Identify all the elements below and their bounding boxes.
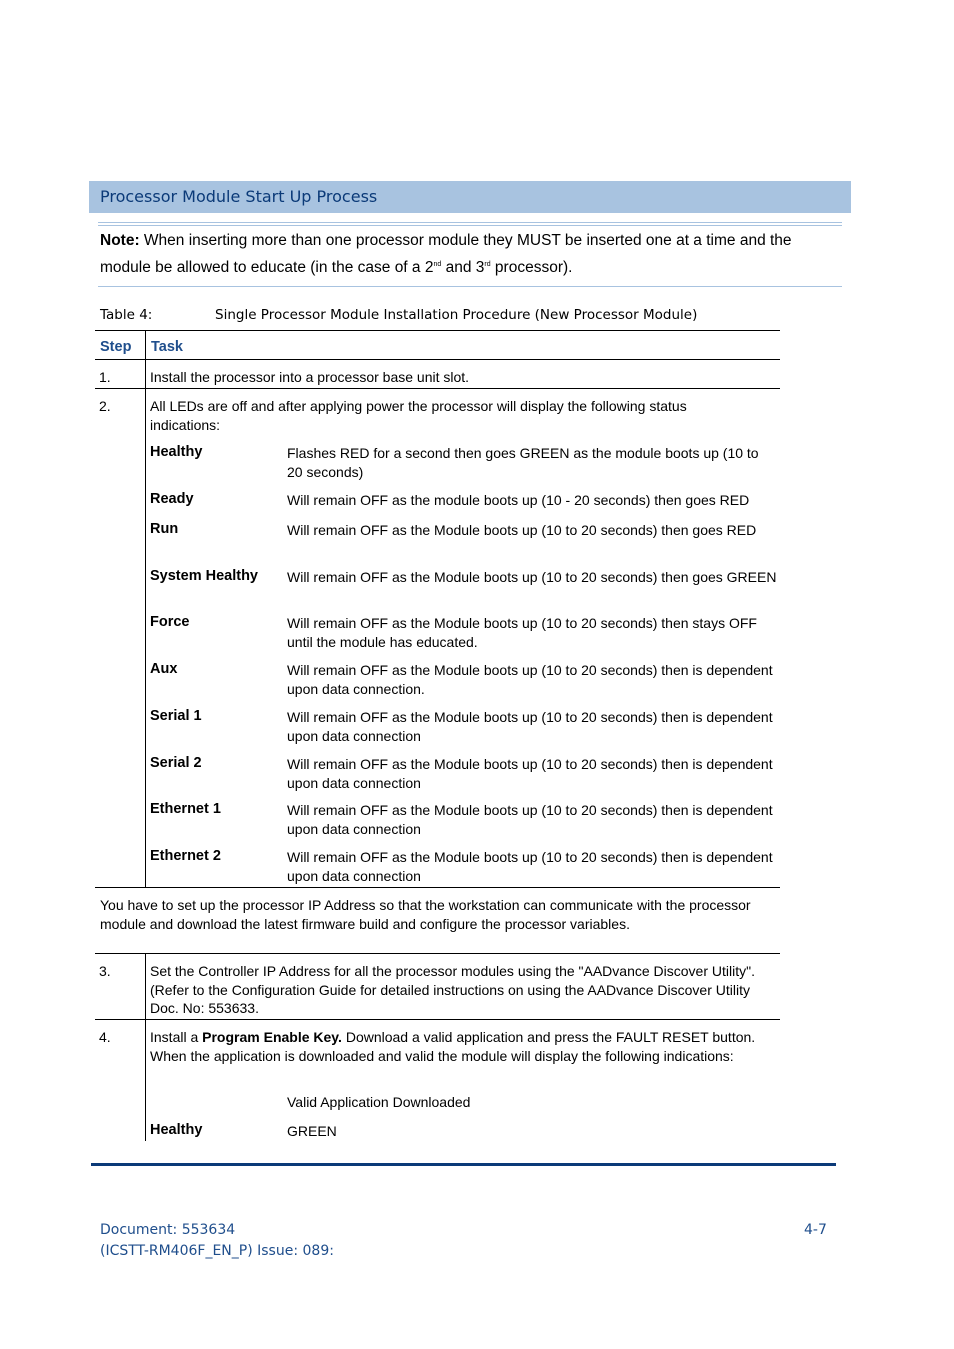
led-description: Flashes RED for a second then goes GREEN as the module boots up (10 to 20 seconds) xyxy=(287,445,759,480)
row3-border xyxy=(95,1019,780,1020)
led-description: Will remain OFF as the Module boots up (10 to 20 seconds) then is dependent upon data connection xyxy=(287,802,773,837)
led-label: Force xyxy=(150,614,190,630)
led-label: Serial 2 xyxy=(150,755,202,771)
note-top-rule xyxy=(98,222,842,223)
step1-task: Install the processor into a processor base unit slot. xyxy=(150,369,470,385)
note-text-3: processor). xyxy=(490,259,573,277)
step3-number: 3. xyxy=(99,963,111,979)
column-divider-top xyxy=(145,330,146,887)
column-divider-bottom xyxy=(145,953,146,1141)
table-caption-title: Single Processor Module Installation Procedure (New Processor Module) xyxy=(215,307,698,323)
note-text-2: and 3 xyxy=(441,259,485,277)
note-bottom-rule xyxy=(98,286,842,287)
led-description: Will remain OFF as the module boots up (10 - 20 seconds) then goes RED xyxy=(287,492,750,508)
section-title: Processor Module Start Up Process xyxy=(100,187,378,206)
note-label: Note: xyxy=(100,232,140,249)
table-top-border xyxy=(95,330,780,331)
step1-number: 1. xyxy=(99,369,111,385)
footer-document: Document: 553634 xyxy=(100,1222,236,1238)
step2-number: 2. xyxy=(99,398,111,414)
header-task: Task xyxy=(151,339,183,355)
led-label: Ethernet 2 xyxy=(150,848,221,864)
step4-task-bold: Program Enable Key. xyxy=(202,1029,342,1045)
note-sup-nd: nd xyxy=(433,261,442,268)
row1-border xyxy=(95,388,780,389)
row2-border xyxy=(95,887,780,888)
led-label: Ready xyxy=(150,491,194,507)
table-caption-number: Table 4: xyxy=(100,307,153,323)
note-text: When inserting more than one processor module they MUST be inserted one at a time and the module be allowed to educate (in the case of a 2 xyxy=(100,232,792,277)
note-sup-rd: rd xyxy=(484,261,491,268)
led-description: Will remain OFF as the Module boots up (10 to 20 seconds) then stays OFF until the module has educated. xyxy=(287,615,757,650)
led-label: Run xyxy=(150,521,179,537)
note-paragraph xyxy=(100,229,845,280)
led-description: Will remain OFF as the Module boots up (10 to 20 seconds) then goes RED xyxy=(287,522,757,538)
step2-intro: All LEDs are off and after applying power the processor will display the following status indications: xyxy=(150,398,687,433)
table-header-border xyxy=(95,359,780,360)
led-description: Will remain OFF as the Module boots up (10 to 20 seconds) then is dependent upon data connection. xyxy=(287,662,773,697)
footer-rule xyxy=(91,1163,836,1166)
header-step: Step xyxy=(100,339,132,355)
interlude-text: You have to set up the processor IP Address so that the workstation can communicate with the processor module and download the latest firmware build and configure the processor variables. xyxy=(100,897,751,932)
led-label: Healthy xyxy=(150,444,203,460)
led-description: Will remain OFF as the Module boots up (10 to 20 seconds) then is dependent upon data connection xyxy=(287,849,773,884)
interlude-border xyxy=(95,953,780,954)
step4-task xyxy=(150,1028,760,1065)
step4-number: 4. xyxy=(99,1029,111,1045)
footer-page-number: 4-7 xyxy=(804,1222,827,1238)
step4-task-suffix: Download a valid application and press the FAULT RESET button. When the application is downloaded and valid the module will display the following indications: xyxy=(150,1029,756,1064)
led-label: Ethernet 1 xyxy=(150,801,221,817)
note-top-rule-2 xyxy=(98,225,842,226)
led-description: GREEN xyxy=(287,1123,337,1139)
section-heading-bar xyxy=(89,181,851,213)
led-label: Serial 1 xyxy=(150,708,202,724)
led-label: Healthy xyxy=(150,1122,203,1138)
led-label: Aux xyxy=(150,661,178,677)
led-description: Will remain OFF as the Module boots up (10 to 20 seconds) then is dependent upon data connection xyxy=(287,709,773,744)
step4-sub-header: Valid Application Downloaded xyxy=(287,1094,471,1110)
led-label: System Healthy xyxy=(150,568,258,584)
led-description: Will remain OFF as the Module boots up (10 to 20 seconds) then goes GREEN xyxy=(287,569,777,585)
led-description: Will remain OFF as the Module boots up (10 to 20 seconds) then is dependent upon data connection xyxy=(287,756,773,791)
footer-issue: (ICSTT-RM406F_EN_P) Issue: 089: xyxy=(100,1243,334,1259)
step3-task: Set the Controller IP Address for all the processor modules using the "AADvance Discover Utility". (Refer to the Configuration Guide for detailed instructions on using the AADvance Discover Utility Doc. No: 553633. xyxy=(150,963,755,1016)
step4-task-prefix: Install a xyxy=(150,1029,203,1045)
